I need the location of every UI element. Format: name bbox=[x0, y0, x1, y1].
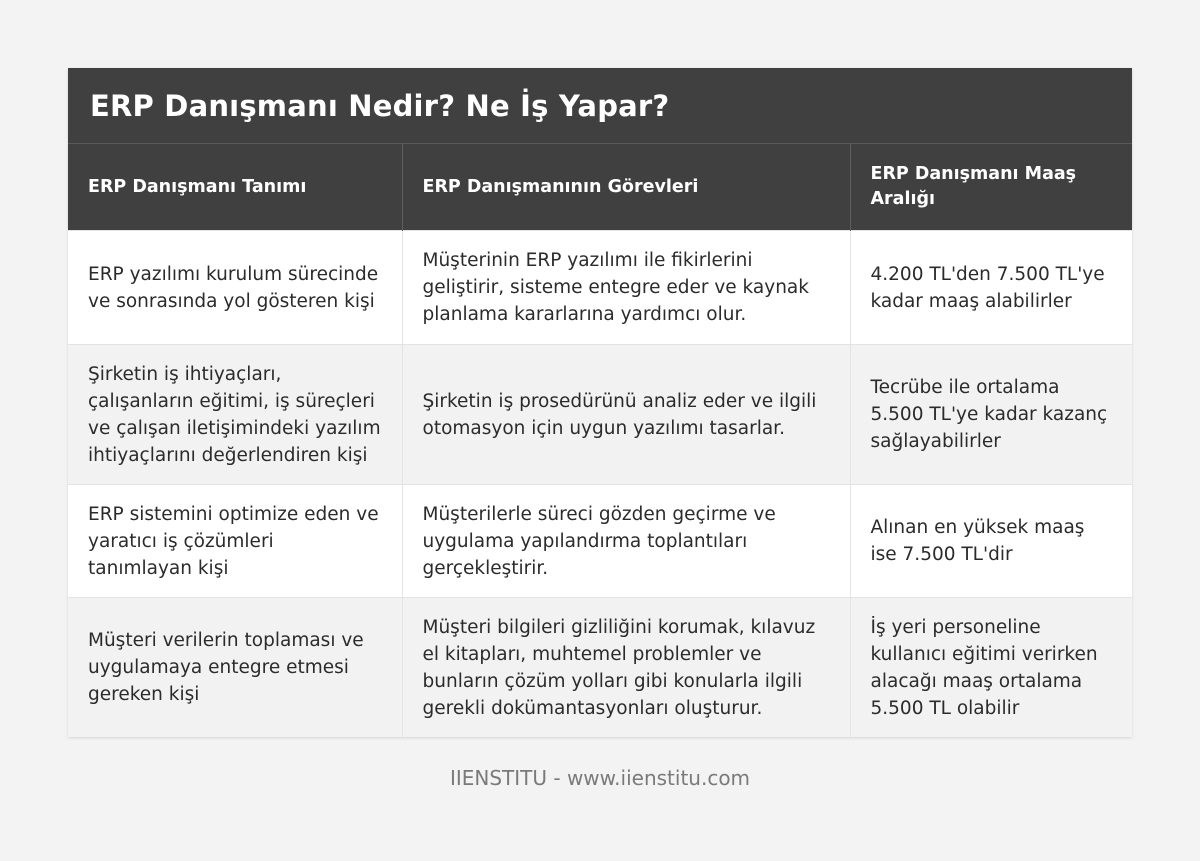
table-cell-duties: Şirketin iş prosedürünü analiz eder ve ilgili otomasyon için uygun yazılımı tasarlar. bbox=[402, 345, 850, 485]
info-card bbox=[68, 68, 1132, 737]
page-title: ERP Danışmanı Nedir? Ne İş Yapar? bbox=[90, 88, 670, 123]
table-cell-duties: Müşterilerle süreci gözden geçirme ve uygulama yapılandırma toplantıları gerçekleştirir. bbox=[402, 485, 850, 598]
table-row bbox=[68, 231, 1132, 345]
table-cell-duties: Müşteri bilgileri gizliliğini korumak, kılavuz el kitapları, muhtemel problemler ve bunların çözüm yolları gibi konularla ilgili gerekli dokümantasyonları oluşturur. bbox=[402, 598, 850, 738]
table-cell-salary: Tecrübe ile ortalama 5.500 TL'ye kadar kazanç sağlayabilirler bbox=[850, 345, 1132, 485]
table-cell-definition: ERP yazılımı kurulum sürecinde ve sonrasında yol gösteren kişi bbox=[68, 231, 402, 345]
table-header-row bbox=[68, 144, 1132, 231]
footer-credit: IIENSTITU - www.iienstitu.com bbox=[449, 766, 751, 790]
column-header-definition: ERP Danışmanı Tanımı bbox=[68, 144, 402, 231]
title-bar bbox=[68, 68, 1132, 144]
column-header-salary: ERP Danışmanı Maaş Aralığı bbox=[850, 144, 1132, 231]
column-header-duties: ERP Danışmanının Görevleri bbox=[402, 144, 850, 231]
table-cell-salary: 4.200 TL'den 7.500 TL'ye kadar maaş alabilirler bbox=[850, 231, 1132, 345]
table-cell-definition: Şirketin iş ihtiyaçları, çalışanların eğitimi, iş süreçleri ve çalışan iletişimindeki yazılım ihtiyaçlarını değerlendiren kişi bbox=[68, 345, 402, 485]
table-row bbox=[68, 485, 1132, 598]
table-cell-definition: ERP sistemini optimize eden ve yaratıcı iş çözümleri tanımlayan kişi bbox=[68, 485, 402, 598]
table-row bbox=[68, 345, 1132, 485]
table-row bbox=[68, 598, 1132, 738]
table-cell-definition: Müşteri verilerin toplaması ve uygulamaya entegre etmesi gereken kişi bbox=[68, 598, 402, 738]
table-cell-duties: Müşterinin ERP yazılımı ile fikirlerini geliştirir, sisteme entegre eder ve kaynak planlama kararlarına yardımcı olur. bbox=[402, 231, 850, 345]
info-table bbox=[68, 144, 1132, 737]
table-cell-salary: İş yeri personeline kullanıcı eğitimi verirken alacağı maaş ortalama 5.500 TL olabilir bbox=[850, 598, 1132, 738]
table-cell-salary: Alınan en yüksek maaş ise 7.500 TL'dir bbox=[850, 485, 1132, 598]
